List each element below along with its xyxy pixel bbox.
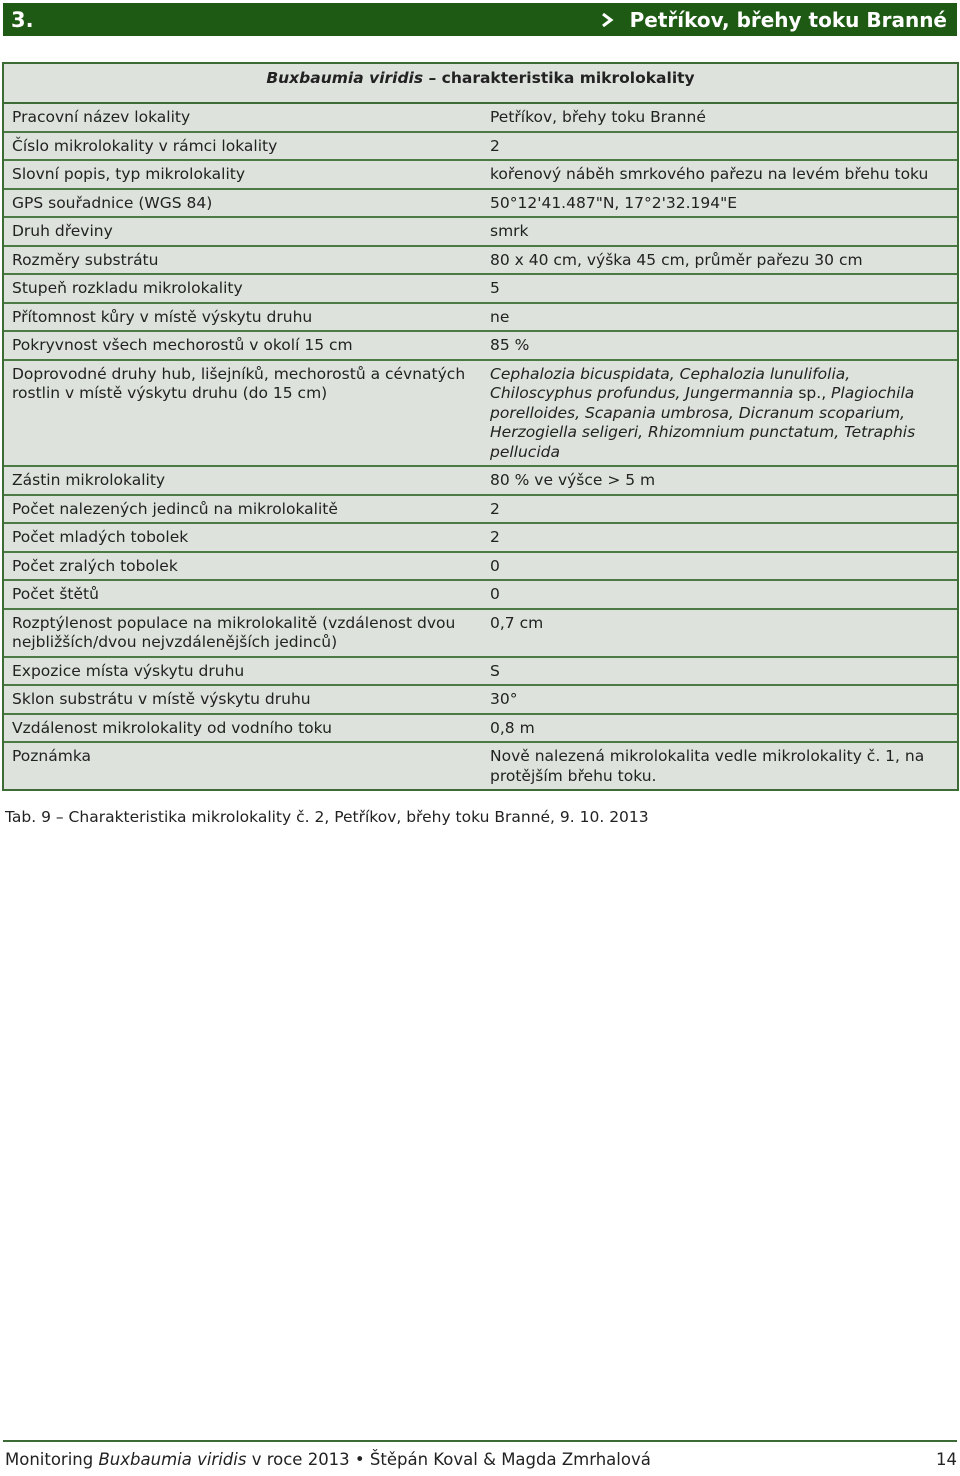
row-label: Číslo mikrolokality v rámci lokality	[12, 136, 278, 155]
row-label: Pokryvnost všech mechorostů v okolí 15 cm	[12, 336, 353, 354]
row-label: Slovní popis, typ mikrolokality	[12, 165, 246, 183]
row-value: 85 %	[490, 336, 530, 354]
row-value: Nově nalezená mikrolokalita vedle mikrolokality č. 1, na protějším břehu toku.	[490, 747, 925, 785]
footer-divider	[3, 1440, 957, 1442]
table-row	[4, 467, 957, 496]
table-row	[4, 247, 957, 276]
table-row	[4, 304, 957, 333]
page-footer	[5, 1450, 957, 1469]
row-value	[482, 361, 957, 466]
table-row	[4, 332, 957, 361]
page-number: 14	[936, 1450, 957, 1469]
table-row	[4, 610, 957, 658]
table-row	[4, 686, 957, 715]
section-number: 3.	[11, 7, 34, 32]
table-row	[4, 275, 957, 304]
species-list: Plagiochila porelloides, Scapania umbrosa, Dicranum scoparium, Herzogiella seligeri, Rhizomnium punctatum, Tetraphis pellucida	[490, 384, 916, 461]
row-label: Poznámka	[12, 747, 92, 765]
table-title	[4, 64, 957, 104]
table-row	[4, 658, 957, 687]
row-value: 80 % ve výšce > 5 m	[490, 471, 656, 489]
row-value: 0,7 cm	[490, 613, 544, 632]
table-row	[4, 104, 957, 133]
row-value: ne	[490, 307, 510, 326]
row-value: 5	[490, 279, 500, 297]
microlocality-table	[2, 62, 959, 791]
table-row	[4, 581, 957, 610]
row-label: Počet nalezených jedinců na mikrolokalitě	[12, 499, 338, 518]
species-list: Cephalozia bicuspidata, Cephalozia lunulifolia, Chiloscyphus profundus, Jungermannia	[490, 364, 851, 402]
row-label: Počet štětů	[12, 585, 99, 603]
row-label: Vzdálenost mikrolokality od vodního toku	[12, 718, 332, 737]
row-value: Petříkov, břehy toku Branné	[490, 108, 706, 126]
table-body	[4, 104, 957, 789]
row-value: 2	[490, 136, 500, 155]
row-label: Rozměry substrátu	[12, 250, 159, 269]
row-label: Doprovodné druhy hub, lišejníků, mechorostů a cévnatých rostlin v místě výskytu druhu (do 15 cm)	[12, 364, 466, 402]
row-value: 0,8 m	[490, 718, 535, 737]
table-row	[4, 161, 957, 190]
row-value: 2	[490, 528, 500, 546]
row-label: Sklon substrátu v místě výskytu druhu	[12, 690, 311, 708]
table-title-rest: – charakteristika mikrolokality	[423, 69, 695, 87]
section-title: Petříkov, břehy toku Branné	[629, 7, 947, 32]
footer-text	[5, 1450, 651, 1469]
row-value: 30°	[490, 690, 518, 708]
table-row	[4, 715, 957, 744]
footer-species: Buxbaumia viridis	[98, 1450, 247, 1469]
footer-prefix: Monitoring	[5, 1450, 99, 1469]
row-value: 0	[490, 585, 500, 603]
row-label: Expozice místa výskytu druhu	[12, 661, 245, 680]
row-label: Rozptýlenost populace na mikrolokalitě (vzdálenost dvou nejbližších/dvou nejvzdálenějších jedinců)	[12, 613, 456, 651]
row-label: Druh dřeviny	[12, 222, 113, 240]
table-row	[4, 496, 957, 525]
row-label: Stupeň rozkladu mikrolokality	[12, 279, 243, 297]
table-row	[4, 524, 957, 553]
chevron-right-icon	[600, 13, 614, 27]
row-label: Počet mladých tobolek	[12, 528, 189, 546]
species-abbrev: sp.,	[793, 384, 832, 402]
row-value: 80 x 40 cm, výška 45 cm, průměr pařezu 30 cm	[490, 250, 863, 269]
table-title-species: Buxbaumia viridis	[266, 69, 424, 87]
row-value: S	[490, 661, 500, 680]
row-value: 2	[490, 499, 500, 518]
row-value: 50°12'41.487"N, 17°2'32.194"E	[490, 193, 738, 212]
row-value: 0	[490, 556, 500, 575]
row-label: GPS souřadnice (WGS 84)	[12, 193, 213, 212]
table-caption: Tab. 9 – Charakteristika mikrolokality č. 2, Petříkov, břehy toku Branné, 9. 10. 2013	[5, 808, 649, 826]
table-row	[4, 553, 957, 582]
row-label: Zástin mikrolokality	[12, 471, 166, 489]
table-row	[4, 190, 957, 219]
table-row	[4, 218, 957, 247]
table-row	[4, 133, 957, 162]
table-row	[4, 743, 957, 789]
table-row	[4, 361, 957, 468]
section-header-bar	[3, 3, 957, 36]
row-value: kořenový náběh smrkového pařezu na levém břehu toku	[490, 165, 929, 183]
row-label: Přítomnost kůry v místě výskytu druhu	[12, 307, 313, 326]
row-label: Pracovní název lokality	[12, 108, 191, 126]
section-title-wrap	[600, 8, 947, 32]
row-value: smrk	[490, 222, 529, 240]
row-label: Počet zralých tobolek	[12, 556, 178, 575]
footer-rest: v roce 2013 • Štěpán Koval & Magda Zmrhalová	[246, 1450, 651, 1469]
